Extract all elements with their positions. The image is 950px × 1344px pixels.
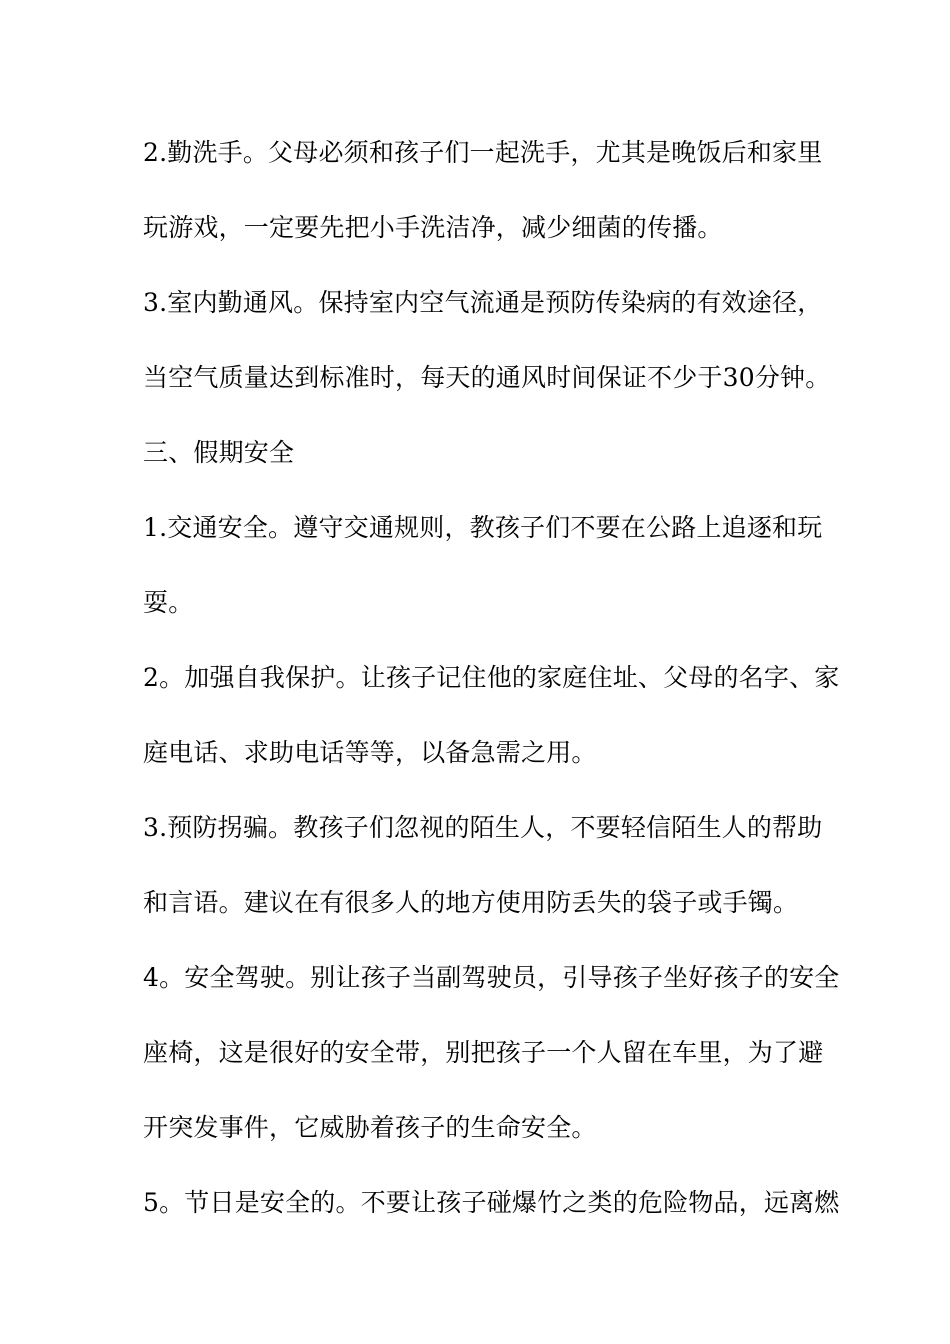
paragraph-self-protection-line-1: 2。加强自我保护。让孩子记住他的家庭住址、父母的名字、家 [143, 663, 840, 692]
paragraph-driving-safety-line-1: 4。安全驾驶。别让孩子当副驾驶员，引导孩子坐好孩子的安全 [143, 963, 840, 992]
paragraph-hand-washing-line-2: 玩游戏，一定要先把小手洗洁净，减少细菌的传播。 [143, 213, 723, 242]
paragraph-traffic-safety-line-2: 耍。 [143, 588, 194, 617]
paragraph-driving-safety-line-2: 座椅，这是很好的安全带，别把孩子一个人留在车里，为了避 [143, 1038, 824, 1067]
section-heading-holiday-safety: 三、假期安全 [143, 438, 295, 467]
paragraph-hand-washing-line-1: 2.勤洗手。父母必须和孩子们一起洗手，尤其是晚饭后和家里 [143, 138, 823, 167]
paragraph-traffic-safety-line-1: 1.交通安全。遵守交通规则，教孩子们不要在公路上追逐和玩 [143, 513, 823, 542]
paragraph-ventilation-line-1: 3.室内勤通风。保持室内空气流通是预防传染病的有效途径， [143, 288, 823, 317]
paragraph-driving-safety-line-3: 开突发事件，它威胁着孩子的生命安全。 [143, 1113, 597, 1142]
paragraph-self-protection-line-2: 庭电话、求助电话等等，以备急需之用。 [143, 738, 597, 767]
paragraph-festival-safety-line-1: 5。节日是安全的。不要让孩子碰爆竹之类的危险物品，远离燃 [143, 1188, 840, 1217]
paragraph-anti-abduction-line-2: 和言语。建议在有很多人的地方使用防丢失的袋子或手镯。 [143, 888, 799, 917]
paragraph-ventilation-line-2: 当空气质量达到标准时，每天的通风时间保证不少于30分钟。 [143, 363, 831, 392]
paragraph-anti-abduction-line-1: 3.预防拐骗。教孩子们忽视的陌生人，不要轻信陌生人的帮助 [143, 813, 823, 842]
